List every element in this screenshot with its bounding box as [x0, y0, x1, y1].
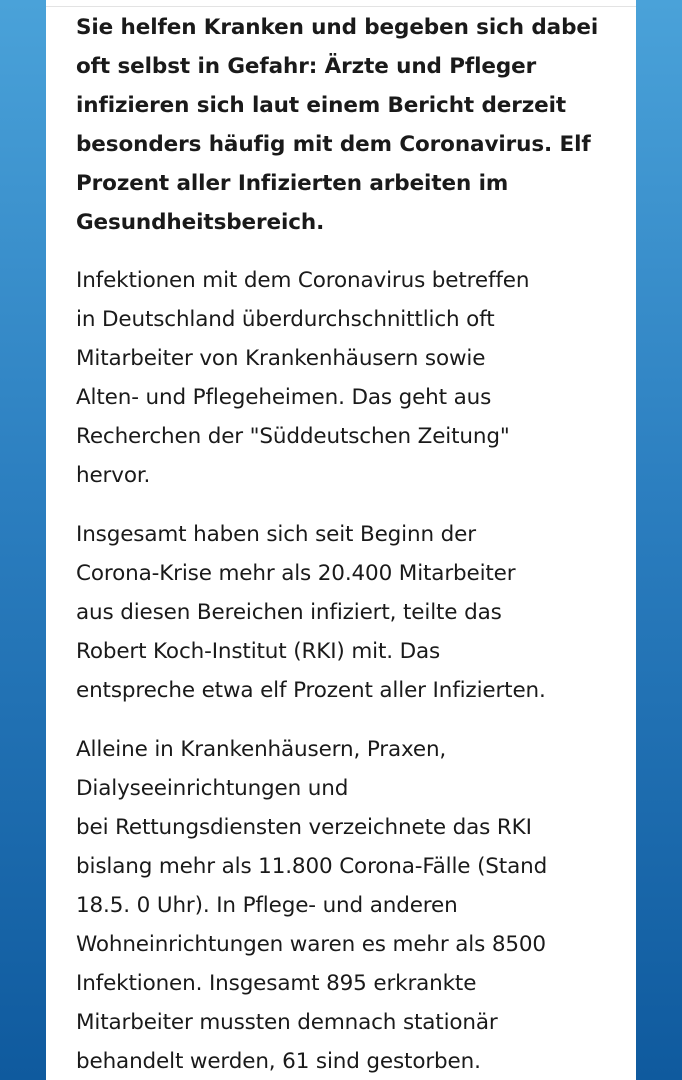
- paragraph-line: Robert Koch-Institut (RKI) mit. Das: [76, 639, 441, 664]
- paragraph-2: [76, 515, 618, 710]
- lead-line: Sie helfen Kranken und begeben sich dabei: [76, 15, 599, 40]
- paragraph-line: Alten- und Pflegeheimen. Das geht aus: [76, 385, 492, 410]
- paragraph-line: aus diesen Bereichen infiziert, teilte das: [76, 600, 502, 625]
- background-left: [0, 0, 46, 1080]
- lead-line: infizieren sich laut einem Bericht derzeit: [76, 93, 567, 118]
- paragraph-line: in Deutschland überdurchschnittlich oft: [76, 307, 495, 332]
- paragraph-3: [76, 730, 618, 1080]
- paragraph-line: Mitarbeiter von Krankenhäusern sowie: [76, 346, 486, 371]
- paragraph-line: Insgesamt haben sich seit Beginn der: [76, 522, 476, 547]
- paragraph-line: Infektionen. Insgesamt 895 erkrankte: [76, 971, 477, 996]
- paragraph-line: bei Rettungsdiensten verzeichnete das RKI: [76, 815, 532, 840]
- background-right: [636, 0, 682, 1080]
- lead-line: Gesundheitsbereich.: [76, 210, 325, 235]
- paragraph-line: Alleine in Krankenhäusern, Praxen,: [76, 737, 447, 762]
- lead-line: Prozent aller Infizierten arbeiten im: [76, 171, 509, 196]
- top-divider: [46, 6, 636, 7]
- paragraph-line: Corona-Krise mehr als 20.400 Mitarbeiter: [76, 561, 516, 586]
- lead-line: besonders häufig mit dem Coronavirus. Elf: [76, 132, 591, 157]
- article-lead: [76, 8, 618, 242]
- article-body[interactable]: [46, 0, 636, 1080]
- paragraph-1: [76, 261, 618, 495]
- paragraph-line: 18.5. 0 Uhr). In Pflege- und anderen: [76, 893, 458, 918]
- paragraph-line: hervor.: [76, 463, 151, 488]
- paragraph-line: Wohneinrichtungen waren es mehr als 8500: [76, 932, 546, 957]
- lead-line: oft selbst in Gefahr: Ärzte und Pfleger: [76, 54, 537, 79]
- paragraph-line: Mitarbeiter mussten demnach stationär: [76, 1010, 498, 1035]
- paragraph-line: behandelt werden, 61 sind gestorben.: [76, 1049, 481, 1074]
- paragraph-line: Infektionen mit dem Coronavirus betreffen: [76, 268, 530, 293]
- paragraph-line: entspreche etwa elf Prozent aller Infizierten.: [76, 678, 546, 703]
- paragraph-line: Recherchen der "Süddeutschen Zeitung": [76, 424, 510, 449]
- paragraph-line: bislang mehr als 11.800 Corona-Fälle (Stand: [76, 854, 548, 879]
- paragraph-line: Dialyseeinrichtungen und: [76, 776, 349, 801]
